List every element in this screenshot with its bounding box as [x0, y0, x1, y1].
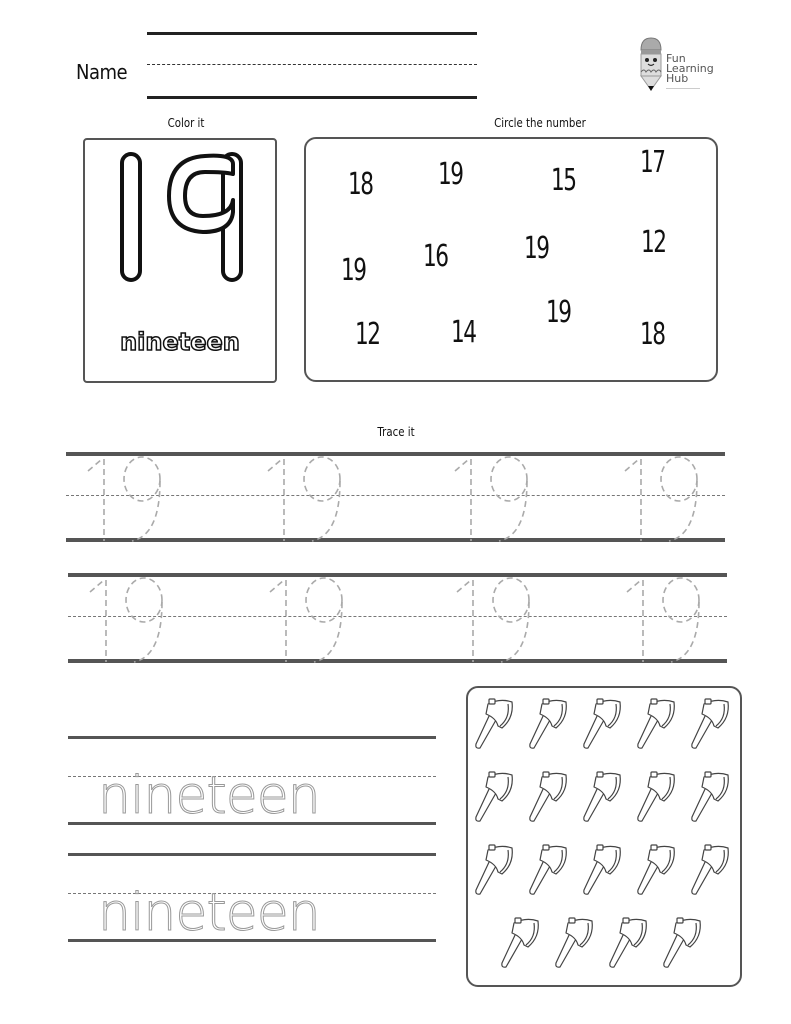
count-object-axe [472, 769, 516, 825]
dashed-digits-19 [82, 455, 162, 545]
axe-icon [688, 769, 732, 825]
color-it-title: Color it [167, 116, 205, 130]
circle-number-option[interactable]: 17 [640, 145, 665, 180]
count-object-axe [552, 915, 596, 971]
circle-number-option[interactable]: 19 [438, 157, 463, 192]
circle-number-option[interactable]: 14 [451, 315, 476, 350]
trace-digit-group [264, 576, 344, 666]
count-object-axe [498, 915, 542, 971]
name-label: Name [76, 60, 128, 84]
count-object-axe [606, 915, 650, 971]
dashed-digits-19 [451, 576, 531, 666]
axe-icon [552, 915, 596, 971]
circle-number-option[interactable]: 12 [641, 225, 666, 260]
axe-icon [526, 769, 570, 825]
number-word-outline: nineteen [120, 328, 240, 356]
circle-number-option[interactable]: 19 [341, 253, 366, 288]
color-it-box[interactable] [83, 138, 277, 383]
trace-digit-group [449, 455, 529, 545]
count-object-axe [526, 769, 570, 825]
axe-icon [634, 696, 678, 752]
circle-number-option[interactable]: 16 [423, 239, 448, 274]
count-object-axe [660, 915, 704, 971]
pencil-mascot-icon [638, 36, 664, 92]
count-object-axe [688, 842, 732, 898]
dashed-digits-19 [264, 576, 344, 666]
dashed-digits-19 [84, 576, 164, 666]
dashed-digits-19 [619, 455, 699, 545]
dotted-word: nineteen [98, 766, 320, 826]
circle-number-option[interactable]: 18 [348, 167, 373, 202]
name-input-line[interactable] [147, 96, 477, 99]
trace-row-1[interactable] [66, 452, 725, 544]
trace-it-title: Trace it [377, 425, 415, 439]
word-trace-row-2[interactable] [68, 853, 436, 947]
axe-icon [688, 842, 732, 898]
axe-icon [660, 915, 704, 971]
count-object-axe [580, 842, 624, 898]
axe-icon [634, 769, 678, 825]
count-object-axe [526, 842, 570, 898]
logo-text-fun: Fun [666, 52, 686, 65]
circle-number-option[interactable]: 12 [355, 317, 380, 352]
axe-icon [472, 769, 516, 825]
axe-icon [688, 696, 732, 752]
axe-icon [526, 842, 570, 898]
trace-row-2[interactable] [68, 573, 727, 665]
count-objects-box [466, 686, 742, 987]
name-mid-dashed-line [147, 64, 477, 65]
axe-icon [526, 696, 570, 752]
trace-digit-group [621, 576, 701, 666]
count-object-axe [688, 769, 732, 825]
trace-digit-group [262, 455, 342, 545]
circle-number-option[interactable]: 18 [640, 317, 665, 352]
logo-text-learning: Learning [666, 62, 714, 75]
dotted-word: nineteen [98, 883, 320, 943]
axe-icon [580, 696, 624, 752]
dashed-digits-19 [262, 455, 342, 545]
trace-digit-group [82, 455, 162, 545]
trace-digit-group [84, 576, 164, 666]
trace-digit-group [451, 576, 531, 666]
count-object-axe [634, 769, 678, 825]
count-object-axe [472, 696, 516, 752]
circle-number-option[interactable]: 19 [546, 295, 571, 330]
circle-number-title: Circle the number [494, 116, 586, 130]
axe-icon [498, 915, 542, 971]
count-object-axe [634, 696, 678, 752]
axe-icon [472, 696, 516, 752]
axe-icon [606, 915, 650, 971]
word-trace-row-1[interactable] [68, 736, 436, 830]
dashed-digits-19 [449, 455, 529, 545]
name-top-line [147, 32, 477, 35]
circle-number-option[interactable]: 19 [524, 231, 549, 266]
count-object-axe [472, 842, 516, 898]
trace-digit-group [619, 455, 699, 545]
axe-icon [580, 769, 624, 825]
numeral-19-outline [85, 150, 275, 300]
count-object-axe [688, 696, 732, 752]
count-object-axe [580, 696, 624, 752]
count-object-axe [580, 769, 624, 825]
circle-number-option[interactable]: 15 [551, 163, 576, 198]
logo [638, 36, 738, 94]
axe-icon [580, 842, 624, 898]
axe-icon [472, 842, 516, 898]
logo-text-hub: Hub [666, 72, 689, 85]
dashed-digits-19 [621, 576, 701, 666]
axe-icon [634, 842, 678, 898]
count-object-axe [634, 842, 678, 898]
count-object-axe [526, 696, 570, 752]
